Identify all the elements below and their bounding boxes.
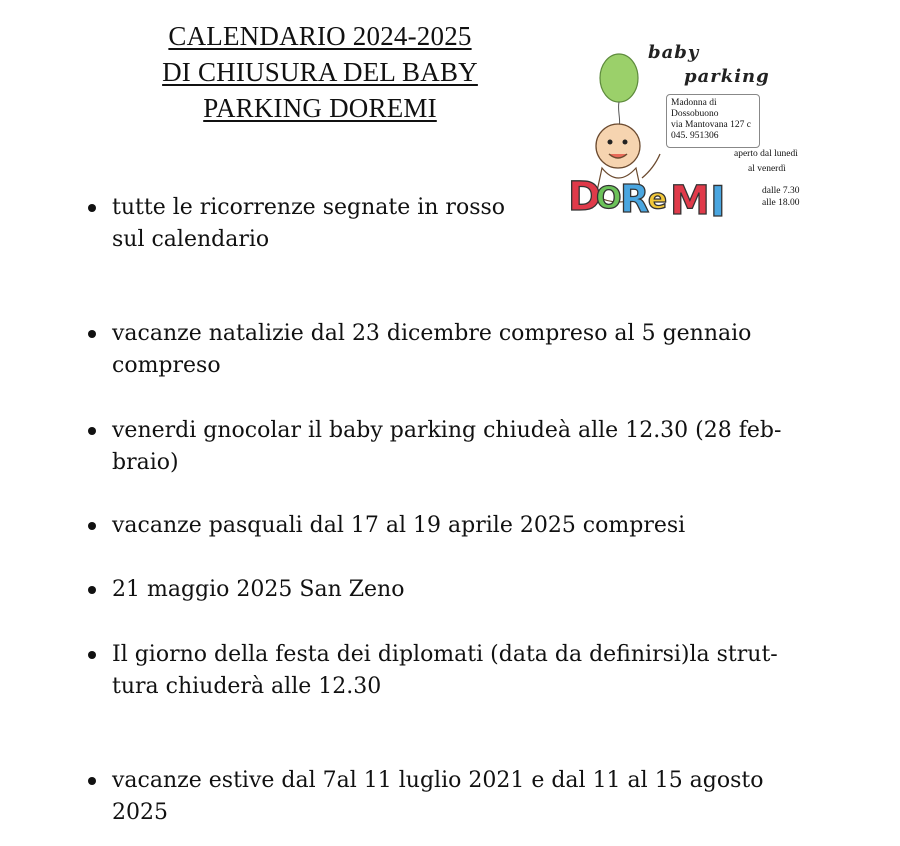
bullet	[88, 651, 96, 659]
brand-letter: I	[710, 177, 726, 226]
title-line-1: CALENDARIO 2024-2025	[168, 21, 472, 51]
brand-letter: O	[596, 181, 622, 216]
hours-time-line: dalle 7.30	[762, 186, 800, 196]
item-line: braio)	[112, 450, 179, 475]
item-line: venerdi gnocolar il baby parking chiudeà alle 12.30 (28 feb-	[112, 418, 782, 443]
logo-word-baby: baby	[648, 42, 700, 63]
list-item	[112, 318, 813, 382]
item-line: tura chiuderà alle 12.30	[112, 674, 382, 699]
title-line-2: DI CHIUSURA DEL BABY	[162, 57, 478, 87]
address-line: Dossobuono	[671, 109, 719, 119]
bullet	[88, 330, 96, 338]
item-line: compreso	[112, 353, 221, 378]
hours-time-line: alle 18.00	[762, 198, 800, 208]
item-line: tutte le ricorrenze segnate in rosso	[112, 195, 506, 220]
item-line: vacanze estive dal 7al 11 luglio 2021 e dal 11 al 15 agosto	[112, 768, 764, 793]
bullet	[88, 522, 96, 530]
item-line: vacanze pasquali dal 17 al 19 aprile 2025 compresi	[112, 513, 686, 538]
list-item	[112, 510, 813, 542]
logo-word-parking: parking	[684, 66, 770, 87]
list-item	[112, 765, 813, 829]
bullet	[88, 777, 96, 785]
list-item	[112, 639, 813, 703]
hours-days-line: aperto dal lunedì	[734, 149, 798, 159]
brand-letter: M	[670, 178, 710, 224]
hours-days-line: al venerdì	[748, 164, 786, 174]
item-line: 2025	[112, 800, 168, 825]
address-line: 045. 951306	[671, 131, 719, 141]
item-line: vacanze natalizie dal 23 dicembre compreso al 5 gennaio	[112, 321, 752, 346]
title-line-3: PARKING DOREMI	[203, 93, 437, 123]
item-line: 21 maggio 2025 San Zeno	[112, 577, 405, 602]
list-item	[112, 192, 552, 256]
brand-letter: D	[568, 174, 602, 220]
list-item	[112, 415, 813, 479]
address-line: via Mantovana 127 c	[671, 120, 751, 130]
bullet	[88, 204, 96, 212]
list-item	[112, 574, 813, 606]
item-line: Il giorno della festa dei diplomati (data da definirsi)la strut-	[112, 642, 778, 667]
bullet	[88, 427, 96, 435]
bullet	[88, 586, 96, 594]
brand-letter: R	[620, 177, 650, 221]
address-line: Madonna di	[671, 98, 717, 108]
brand-letter: e	[648, 182, 667, 215]
item-line: sul calendario	[112, 227, 270, 252]
